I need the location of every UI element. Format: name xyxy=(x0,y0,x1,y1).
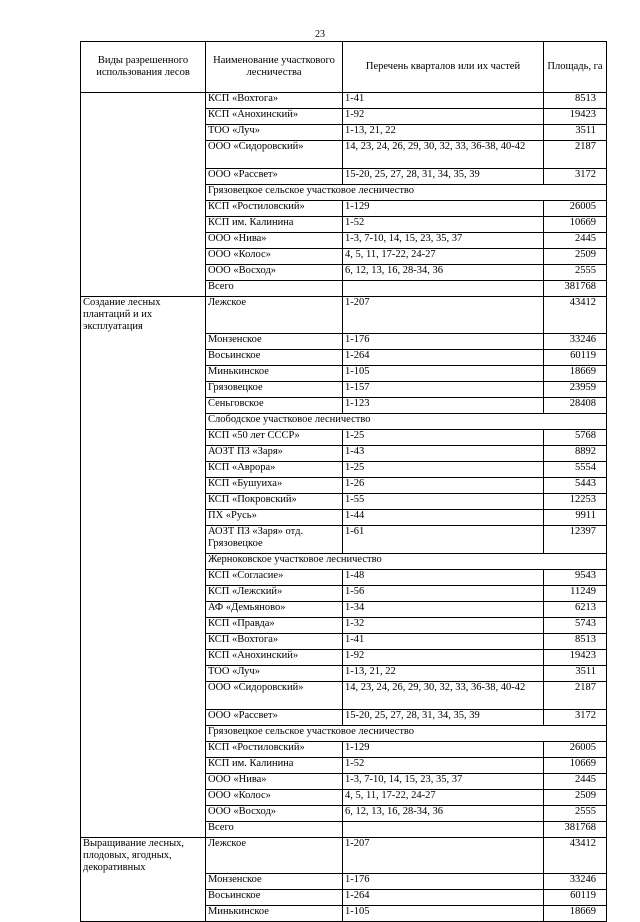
area-cell: 2555 xyxy=(544,805,607,821)
use-type-cell xyxy=(81,709,206,725)
use-type-cell xyxy=(81,601,206,617)
table-row xyxy=(81,297,607,334)
table-row xyxy=(81,349,607,365)
forestry-name-cell: Всего xyxy=(206,281,343,297)
table-row xyxy=(81,93,607,109)
forestry-name-cell: КСП «Правда» xyxy=(206,617,343,633)
use-type-cell xyxy=(81,477,206,493)
quarters-cell xyxy=(343,281,544,297)
table-row xyxy=(81,477,607,493)
quarters-cell: 1-56 xyxy=(343,585,544,601)
forestry-name-cell: КСП «50 лет СССР» xyxy=(206,429,343,445)
quarters-cell: 1-157 xyxy=(343,381,544,397)
table-row xyxy=(81,585,607,601)
table-row xyxy=(81,509,607,525)
quarters-cell: 1-48 xyxy=(343,569,544,585)
quarters-cell: 1-176 xyxy=(343,874,544,890)
forestry-name-cell: КСП «Покровский» xyxy=(206,493,343,509)
forestry-name-cell: ООО «Нива» xyxy=(206,773,343,789)
table-row xyxy=(81,890,607,906)
header-quarters: Перечень кварталов или их частей xyxy=(343,42,544,93)
forestry-name-cell: ТОО «Луч» xyxy=(206,665,343,681)
use-type-cell xyxy=(81,890,206,906)
use-type-cell xyxy=(81,217,206,233)
forestry-name-cell: Монзенское xyxy=(206,333,343,349)
quarters-cell: 1-264 xyxy=(343,349,544,365)
use-type-cell xyxy=(81,773,206,789)
area-cell: 12397 xyxy=(544,525,607,553)
quarters-cell: 1-25 xyxy=(343,461,544,477)
table-row xyxy=(81,601,607,617)
area-cell: 26005 xyxy=(544,741,607,757)
forestry-name-cell: Восьинское xyxy=(206,890,343,906)
forestry-name-cell: КСП «Ростиловский» xyxy=(206,201,343,217)
use-type-cell xyxy=(81,169,206,185)
quarters-cell: 1-207 xyxy=(343,297,544,334)
table-row xyxy=(81,201,607,217)
forestry-name-cell: ТОО «Луч» xyxy=(206,125,343,141)
use-type-cell xyxy=(81,525,206,553)
table-row xyxy=(81,169,607,185)
use-type-cell xyxy=(81,281,206,297)
quarters-cell: 1-264 xyxy=(343,890,544,906)
table-row xyxy=(81,617,607,633)
table-row xyxy=(81,649,607,665)
table-row xyxy=(81,265,607,281)
forestry-name-cell: Всего xyxy=(206,821,343,837)
quarters-cell: 1-25 xyxy=(343,429,544,445)
use-type-cell xyxy=(81,185,206,201)
use-type-cell xyxy=(81,789,206,805)
table-row xyxy=(81,445,607,461)
use-type-cell xyxy=(81,509,206,525)
forestry-name-cell: ООО «Сидоровский» xyxy=(206,141,343,169)
area-cell: 6213 xyxy=(544,601,607,617)
forestry-name-cell: ООО «Рассвет» xyxy=(206,709,343,725)
table-row xyxy=(81,789,607,805)
quarters-cell: 1-105 xyxy=(343,365,544,381)
table-row xyxy=(81,397,607,413)
forestry-name-cell: Минькинское xyxy=(206,906,343,922)
use-type-cell xyxy=(81,397,206,413)
forestry-name-cell: Восьинское xyxy=(206,349,343,365)
forestry-name-cell: КСП «Вохтога» xyxy=(206,93,343,109)
area-cell: 381768 xyxy=(544,821,607,837)
area-cell: 26005 xyxy=(544,201,607,217)
forestry-name-cell: АФ «Демьяново» xyxy=(206,601,343,617)
table-row xyxy=(81,249,607,265)
header-forestry-name: Наименование участкового лесничества xyxy=(206,42,343,93)
table-row xyxy=(81,821,607,837)
use-type-cell xyxy=(81,141,206,169)
table-row xyxy=(81,109,607,125)
use-type-cell xyxy=(81,633,206,649)
area-cell: 60119 xyxy=(544,890,607,906)
table-row xyxy=(81,365,607,381)
quarters-cell xyxy=(343,821,544,837)
forestry-name-cell: Грязовецкое xyxy=(206,381,343,397)
quarters-cell: 1-55 xyxy=(343,493,544,509)
area-cell: 23959 xyxy=(544,381,607,397)
area-cell: 5443 xyxy=(544,477,607,493)
use-type-cell xyxy=(81,445,206,461)
forestry-name-cell: КСП «Ростиловский» xyxy=(206,741,343,757)
quarters-cell: 1-52 xyxy=(343,757,544,773)
area-cell: 2445 xyxy=(544,773,607,789)
table-row xyxy=(81,805,607,821)
use-type-cell xyxy=(81,757,206,773)
quarters-cell: 1-41 xyxy=(343,633,544,649)
table-row xyxy=(81,525,607,553)
table-row xyxy=(81,709,607,725)
page-number: 23 xyxy=(315,29,325,40)
forestry-name-cell: КСП «Анохинский» xyxy=(206,649,343,665)
quarters-cell: 1-3, 7-10, 14, 15, 23, 35, 37 xyxy=(343,233,544,249)
forestry-name-cell: КСП «Бушуиха» xyxy=(206,477,343,493)
table-row xyxy=(81,837,607,874)
quarters-cell: 1-44 xyxy=(343,509,544,525)
use-type-cell xyxy=(81,569,206,585)
forestry-name-cell: ООО «Сидоровский» xyxy=(206,681,343,709)
use-type-cell xyxy=(81,874,206,890)
use-type-cell xyxy=(81,617,206,633)
use-type-cell xyxy=(81,249,206,265)
forestry-name-cell: Лежское xyxy=(206,297,343,334)
use-type-cell xyxy=(81,665,206,681)
area-cell: 2509 xyxy=(544,249,607,265)
table-row xyxy=(81,125,607,141)
use-type-cell xyxy=(81,805,206,821)
forestry-group-title: Жерноковское участковое лесничество xyxy=(206,553,607,569)
use-type-cell xyxy=(81,233,206,249)
table-header-row xyxy=(81,42,607,93)
area-cell: 12253 xyxy=(544,493,607,509)
area-cell: 2187 xyxy=(544,681,607,709)
use-type-cell: Выращивание лесных, плодовых, ягодных, декоративных xyxy=(81,837,206,874)
area-cell: 2509 xyxy=(544,789,607,805)
use-type-cell xyxy=(81,429,206,445)
area-cell: 2187 xyxy=(544,141,607,169)
area-cell: 19423 xyxy=(544,649,607,665)
forestry-group-title: Грязовецкое сельское участковое лесничество xyxy=(206,725,607,741)
quarters-cell: 1-3, 7-10, 14, 15, 23, 35, 37 xyxy=(343,773,544,789)
area-cell: 8892 xyxy=(544,445,607,461)
area-cell: 3172 xyxy=(544,709,607,725)
use-type-cell xyxy=(81,201,206,217)
quarters-cell: 1-105 xyxy=(343,906,544,922)
quarters-cell: 1-207 xyxy=(343,837,544,874)
area-cell: 19423 xyxy=(544,109,607,125)
area-cell: 18669 xyxy=(544,365,607,381)
use-type-cell xyxy=(81,349,206,365)
table-row xyxy=(81,773,607,789)
quarters-cell: 1-13, 21, 22 xyxy=(343,125,544,141)
use-type-cell xyxy=(81,125,206,141)
area-cell: 381768 xyxy=(544,281,607,297)
table-row xyxy=(81,681,607,709)
quarters-cell: 1-61 xyxy=(343,525,544,553)
table-row xyxy=(81,281,607,297)
forestry-name-cell: ПХ «Русь» xyxy=(206,509,343,525)
area-cell: 5768 xyxy=(544,429,607,445)
use-type-cell xyxy=(81,109,206,125)
quarters-cell: 15-20, 25, 27, 28, 31, 34, 35, 39 xyxy=(343,169,544,185)
use-type-cell xyxy=(81,461,206,477)
table-row xyxy=(81,757,607,773)
use-type-cell xyxy=(81,333,206,349)
area-cell: 5554 xyxy=(544,461,607,477)
table-row xyxy=(81,741,607,757)
table-row xyxy=(81,381,607,397)
forestry-group-title: Грязовецкое сельское участковое лесничество xyxy=(206,185,607,201)
quarters-cell: 4, 5, 11, 17-22, 24-27 xyxy=(343,249,544,265)
use-type-cell xyxy=(81,725,206,741)
quarters-cell: 15-20, 25, 27, 28, 31, 34, 35, 39 xyxy=(343,709,544,725)
forestry-name-cell: ООО «Колос» xyxy=(206,249,343,265)
quarters-cell: 1-43 xyxy=(343,445,544,461)
use-type-cell xyxy=(81,585,206,601)
forestry-name-cell: КСП «Лежский» xyxy=(206,585,343,601)
use-type-cell: Создание лесных плантаций и их эксплуатация xyxy=(81,297,206,334)
forestry-name-cell: КСП «Вохтога» xyxy=(206,633,343,649)
forestry-name-cell: Монзенское xyxy=(206,874,343,890)
forestry-name-cell: АОЗТ ПЗ «Заря» xyxy=(206,445,343,461)
area-cell: 33246 xyxy=(544,333,607,349)
area-cell: 18669 xyxy=(544,906,607,922)
area-cell: 60119 xyxy=(544,349,607,365)
header-area: Площадь, га xyxy=(544,42,607,93)
table-row xyxy=(81,141,607,169)
use-type-cell xyxy=(81,649,206,665)
area-cell: 43412 xyxy=(544,297,607,334)
table-row xyxy=(81,217,607,233)
table-row xyxy=(81,233,607,249)
quarters-cell: 1-123 xyxy=(343,397,544,413)
quarters-cell: 1-26 xyxy=(343,477,544,493)
forestry-name-cell: ООО «Рассвет» xyxy=(206,169,343,185)
forestry-name-cell: ООО «Колос» xyxy=(206,789,343,805)
quarters-cell: 1-129 xyxy=(343,201,544,217)
table-row xyxy=(81,569,607,585)
forestry-name-cell: АОЗТ ПЗ «Заря» отд. Грязовецкое xyxy=(206,525,343,553)
table-body xyxy=(81,93,607,922)
forestry-name-cell: ООО «Восход» xyxy=(206,265,343,281)
quarters-cell: 1-41 xyxy=(343,93,544,109)
area-cell: 43412 xyxy=(544,837,607,874)
quarters-cell: 14, 23, 24, 26, 29, 30, 32, 33, 36-38, 40-42 xyxy=(343,681,544,709)
use-type-cell xyxy=(81,681,206,709)
quarters-cell: 1-32 xyxy=(343,617,544,633)
table-row xyxy=(81,633,607,649)
area-cell: 11249 xyxy=(544,585,607,601)
quarters-cell: 6, 12, 13, 16, 28-34, 36 xyxy=(343,265,544,281)
forestry-name-cell: ООО «Восход» xyxy=(206,805,343,821)
use-type-cell xyxy=(81,413,206,429)
area-cell: 3172 xyxy=(544,169,607,185)
table-row xyxy=(81,874,607,890)
area-cell: 2555 xyxy=(544,265,607,281)
area-cell: 10669 xyxy=(544,217,607,233)
quarters-cell: 1-13, 21, 22 xyxy=(343,665,544,681)
quarters-cell: 1-129 xyxy=(343,741,544,757)
table-row xyxy=(81,665,607,681)
quarters-cell: 4, 5, 11, 17-22, 24-27 xyxy=(343,789,544,805)
forestry-name-cell: Лежское xyxy=(206,837,343,874)
forestry-group-row xyxy=(81,185,607,201)
forestry-name-cell: КСП им. Калинина xyxy=(206,757,343,773)
header-use-type: Виды разрешенного использования лесов xyxy=(81,42,206,93)
forestry-name-cell: КСП «Согласие» xyxy=(206,569,343,585)
quarters-cell: 14, 23, 24, 26, 29, 30, 32, 33, 36-38, 40-42 xyxy=(343,141,544,169)
table-row xyxy=(81,493,607,509)
area-cell: 33246 xyxy=(544,874,607,890)
area-cell: 3511 xyxy=(544,665,607,681)
area-cell: 5743 xyxy=(544,617,607,633)
area-cell: 8513 xyxy=(544,93,607,109)
quarters-cell: 6, 12, 13, 16, 28-34, 36 xyxy=(343,805,544,821)
area-cell: 2445 xyxy=(544,233,607,249)
use-type-cell xyxy=(81,741,206,757)
table-row xyxy=(81,461,607,477)
use-type-cell xyxy=(81,365,206,381)
forestry-group-row xyxy=(81,413,607,429)
area-cell: 8513 xyxy=(544,633,607,649)
use-type-cell xyxy=(81,493,206,509)
forestry-name-cell: КСП «Анохинский» xyxy=(206,109,343,125)
quarters-cell: 1-176 xyxy=(343,333,544,349)
table-row xyxy=(81,429,607,445)
forestry-name-cell: КСП им. Калинина xyxy=(206,217,343,233)
use-type-cell xyxy=(81,906,206,922)
use-type-cell xyxy=(81,93,206,109)
forestry-name-cell: Сеньговское xyxy=(206,397,343,413)
quarters-cell: 1-52 xyxy=(343,217,544,233)
area-cell: 9911 xyxy=(544,509,607,525)
use-type-cell xyxy=(81,265,206,281)
forestry-name-cell: ООО «Нива» xyxy=(206,233,343,249)
forestry-name-cell: Минькинское xyxy=(206,365,343,381)
quarters-cell: 1-92 xyxy=(343,649,544,665)
forestry-group-row xyxy=(81,725,607,741)
forestry-group-row xyxy=(81,553,607,569)
use-type-cell xyxy=(81,553,206,569)
quarters-cell: 1-92 xyxy=(343,109,544,125)
forest-use-table xyxy=(80,41,607,922)
forestry-name-cell: КСП «Аврора» xyxy=(206,461,343,477)
use-type-cell xyxy=(81,821,206,837)
table-row xyxy=(81,333,607,349)
quarters-cell: 1-34 xyxy=(343,601,544,617)
table-row xyxy=(81,906,607,922)
area-cell: 3511 xyxy=(544,125,607,141)
use-type-cell xyxy=(81,381,206,397)
area-cell: 28408 xyxy=(544,397,607,413)
area-cell: 10669 xyxy=(544,757,607,773)
area-cell: 9543 xyxy=(544,569,607,585)
forestry-group-title: Слободское участковое лесничество xyxy=(206,413,607,429)
